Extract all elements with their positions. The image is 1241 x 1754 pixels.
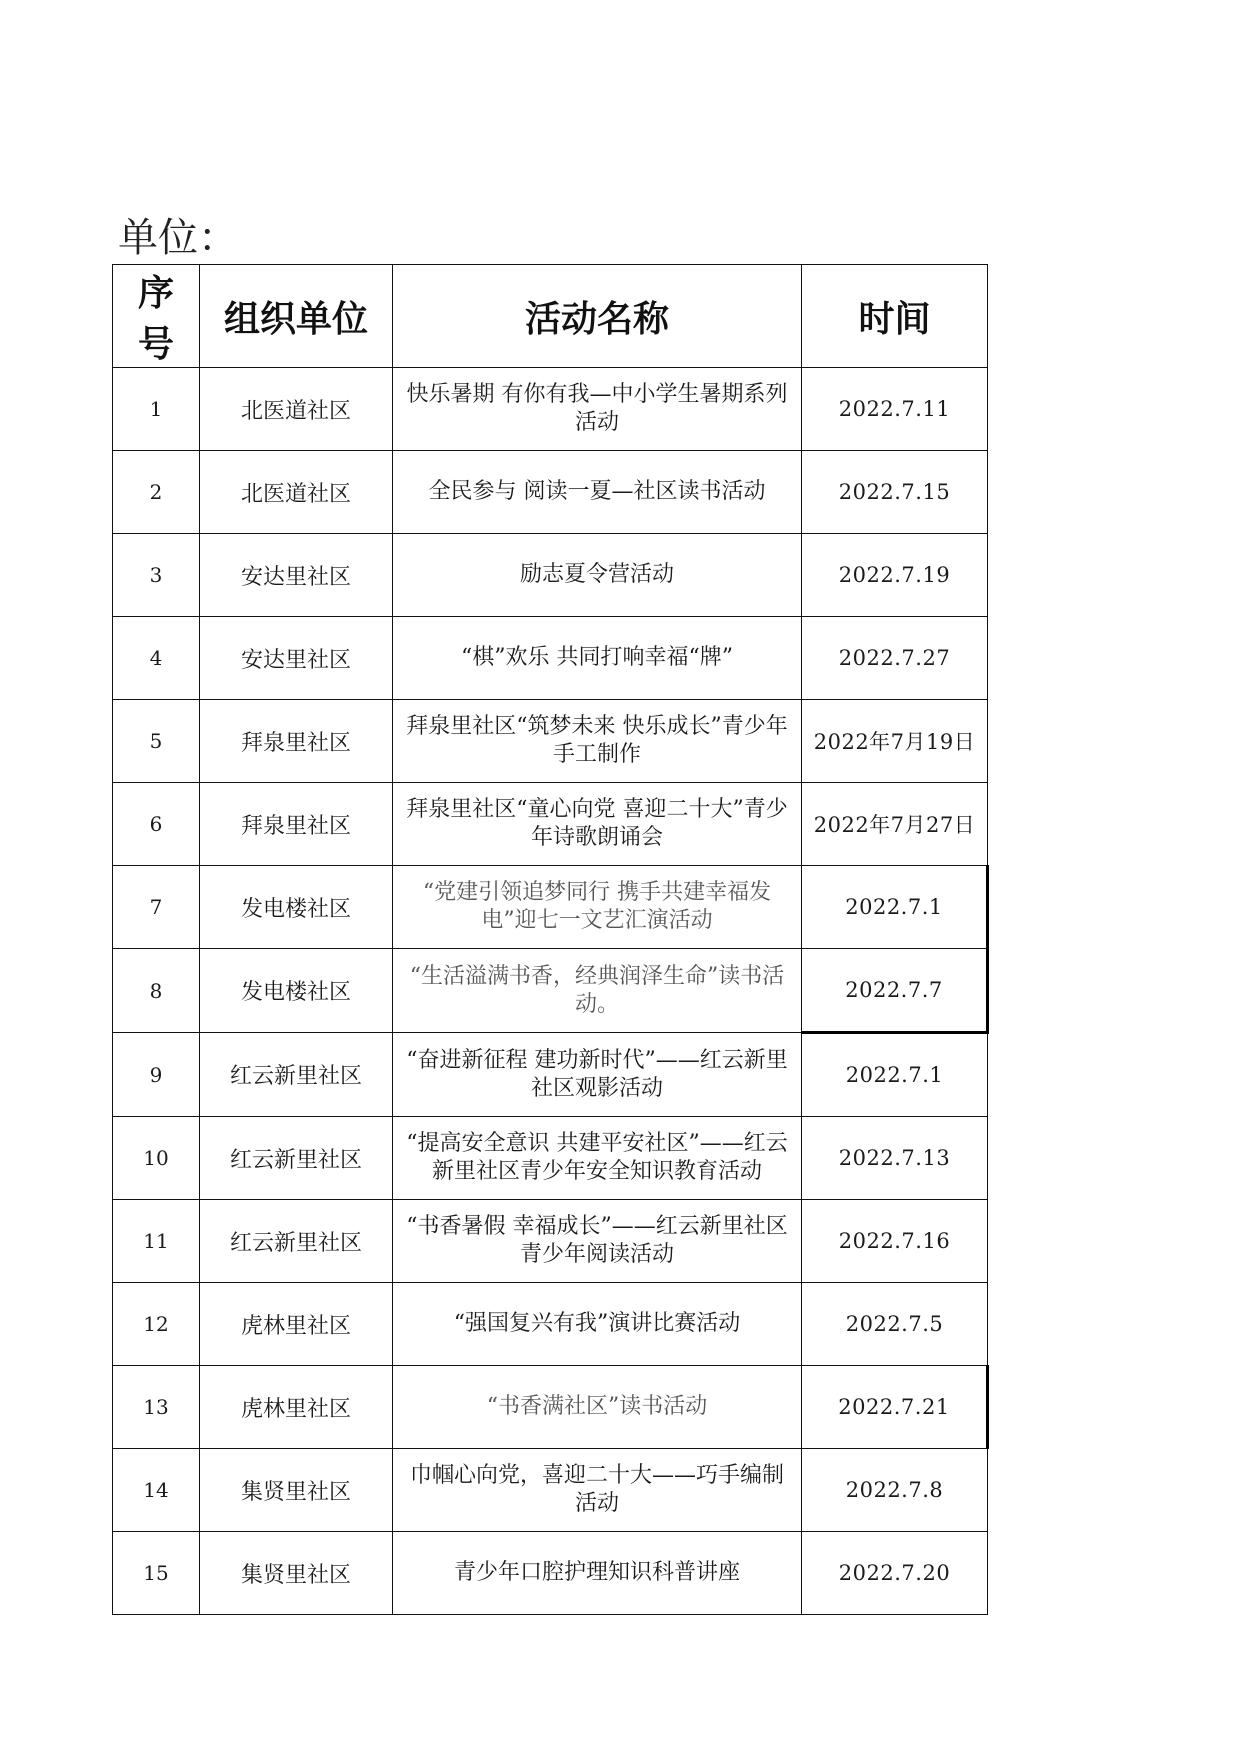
row-activity-name: “提高安全意识 共建平安社区”——红云新里社区青少年安全知识教育活动 [393, 1117, 802, 1200]
row-seq: 11 [113, 1200, 200, 1283]
row-time: 2022.7.16 [802, 1200, 988, 1283]
row-org: 红云新里社区 [200, 1117, 393, 1200]
row-activity-name: 快乐暑期 有你有我—中小学生暑期系列活动 [393, 368, 802, 451]
row-org: 发电楼社区 [200, 866, 393, 949]
row-time: 2022年7月27日 [802, 783, 988, 866]
row-time: 2022.7.15 [802, 451, 988, 534]
row-activity-name: 拜泉里社区“筑梦未来 快乐成长”青少年手工制作 [393, 700, 802, 783]
table-row [113, 1532, 988, 1615]
table-row [113, 1449, 988, 1532]
row-org: 安达里社区 [200, 534, 393, 617]
row-seq: 8 [113, 949, 200, 1033]
row-org: 虎林里社区 [200, 1283, 393, 1366]
table-row [113, 866, 988, 949]
header-activity-name: 活动名称 [393, 265, 802, 368]
row-seq: 13 [113, 1366, 200, 1449]
table-row [113, 534, 988, 617]
row-org: 北医道社区 [200, 368, 393, 451]
row-org: 发电楼社区 [200, 949, 393, 1033]
activity-table [112, 264, 989, 1615]
row-org: 红云新里社区 [200, 1200, 393, 1283]
table-row [113, 1200, 988, 1283]
row-time: 2022.7.27 [802, 617, 988, 700]
row-time: 2022.7.1 [802, 1033, 988, 1117]
row-org: 拜泉里社区 [200, 783, 393, 866]
table-row [113, 451, 988, 534]
row-activity-name: 拜泉里社区“童心向党 喜迎二十大”青少年诗歌朗诵会 [393, 783, 802, 866]
unit-label: 单位： [118, 215, 238, 261]
row-org: 红云新里社区 [200, 1033, 393, 1117]
table-row [113, 1366, 988, 1449]
row-time: 2022.7.8 [802, 1449, 988, 1532]
row-time: 2022.7.7 [802, 949, 988, 1033]
row-activity-name: “书香满社区”读书活动 [393, 1366, 802, 1449]
row-org: 拜泉里社区 [200, 700, 393, 783]
row-time: 2022.7.19 [802, 534, 988, 617]
table-row [113, 949, 988, 1033]
table-row [113, 700, 988, 783]
row-time: 2022.7.5 [802, 1283, 988, 1366]
row-seq: 4 [113, 617, 200, 700]
row-activity-name: “党建引领追梦同行 携手共建幸福发电”迎七一文艺汇演活动 [393, 866, 802, 949]
header-time: 时间 [802, 265, 988, 368]
row-seq: 1 [113, 368, 200, 451]
row-activity-name: “生活溢满书香，经典润泽生命”读书活动。 [393, 949, 802, 1033]
row-seq: 9 [113, 1033, 200, 1117]
row-org: 虎林里社区 [200, 1366, 393, 1449]
row-org: 集贤里社区 [200, 1449, 393, 1532]
row-seq: 6 [113, 783, 200, 866]
row-activity-name: “强国复兴有我”演讲比赛活动 [393, 1283, 802, 1366]
row-org: 安达里社区 [200, 617, 393, 700]
table-row [113, 1283, 988, 1366]
row-seq: 12 [113, 1283, 200, 1366]
row-activity-name: “奋进新征程 建功新时代”——红云新里社区观影活动 [393, 1033, 802, 1117]
table-header-row [113, 265, 988, 368]
row-seq: 2 [113, 451, 200, 534]
row-activity-name: “书香暑假 幸福成长”——红云新里社区青少年阅读活动 [393, 1200, 802, 1283]
row-seq: 15 [113, 1532, 200, 1615]
row-time: 2022.7.11 [802, 368, 988, 451]
row-activity-name: 青少年口腔护理知识科普讲座 [393, 1532, 802, 1615]
header-org: 组织单位 [200, 265, 393, 368]
table-row [113, 1033, 988, 1117]
row-seq: 10 [113, 1117, 200, 1200]
row-time: 2022年7月19日 [802, 700, 988, 783]
header-seq: 序号 [113, 265, 200, 368]
row-time: 2022.7.13 [802, 1117, 988, 1200]
row-activity-name: 励志夏令营活动 [393, 534, 802, 617]
row-time: 2022.7.21 [802, 1366, 988, 1449]
row-org: 北医道社区 [200, 451, 393, 534]
row-seq: 14 [113, 1449, 200, 1532]
row-activity-name: 巾帼心向党，喜迎二十大——巧手编制活动 [393, 1449, 802, 1532]
row-time: 2022.7.1 [802, 866, 988, 949]
row-seq: 3 [113, 534, 200, 617]
row-activity-name: 全民参与 阅读一夏—社区读书活动 [393, 451, 802, 534]
row-org: 集贤里社区 [200, 1532, 393, 1615]
table-row [113, 1117, 988, 1200]
row-time: 2022.7.20 [802, 1532, 988, 1615]
row-seq: 5 [113, 700, 200, 783]
table-row [113, 783, 988, 866]
table-row [113, 368, 988, 451]
table-row [113, 617, 988, 700]
row-seq: 7 [113, 866, 200, 949]
row-activity-name: “棋”欢乐 共同打响幸福“牌” [393, 617, 802, 700]
